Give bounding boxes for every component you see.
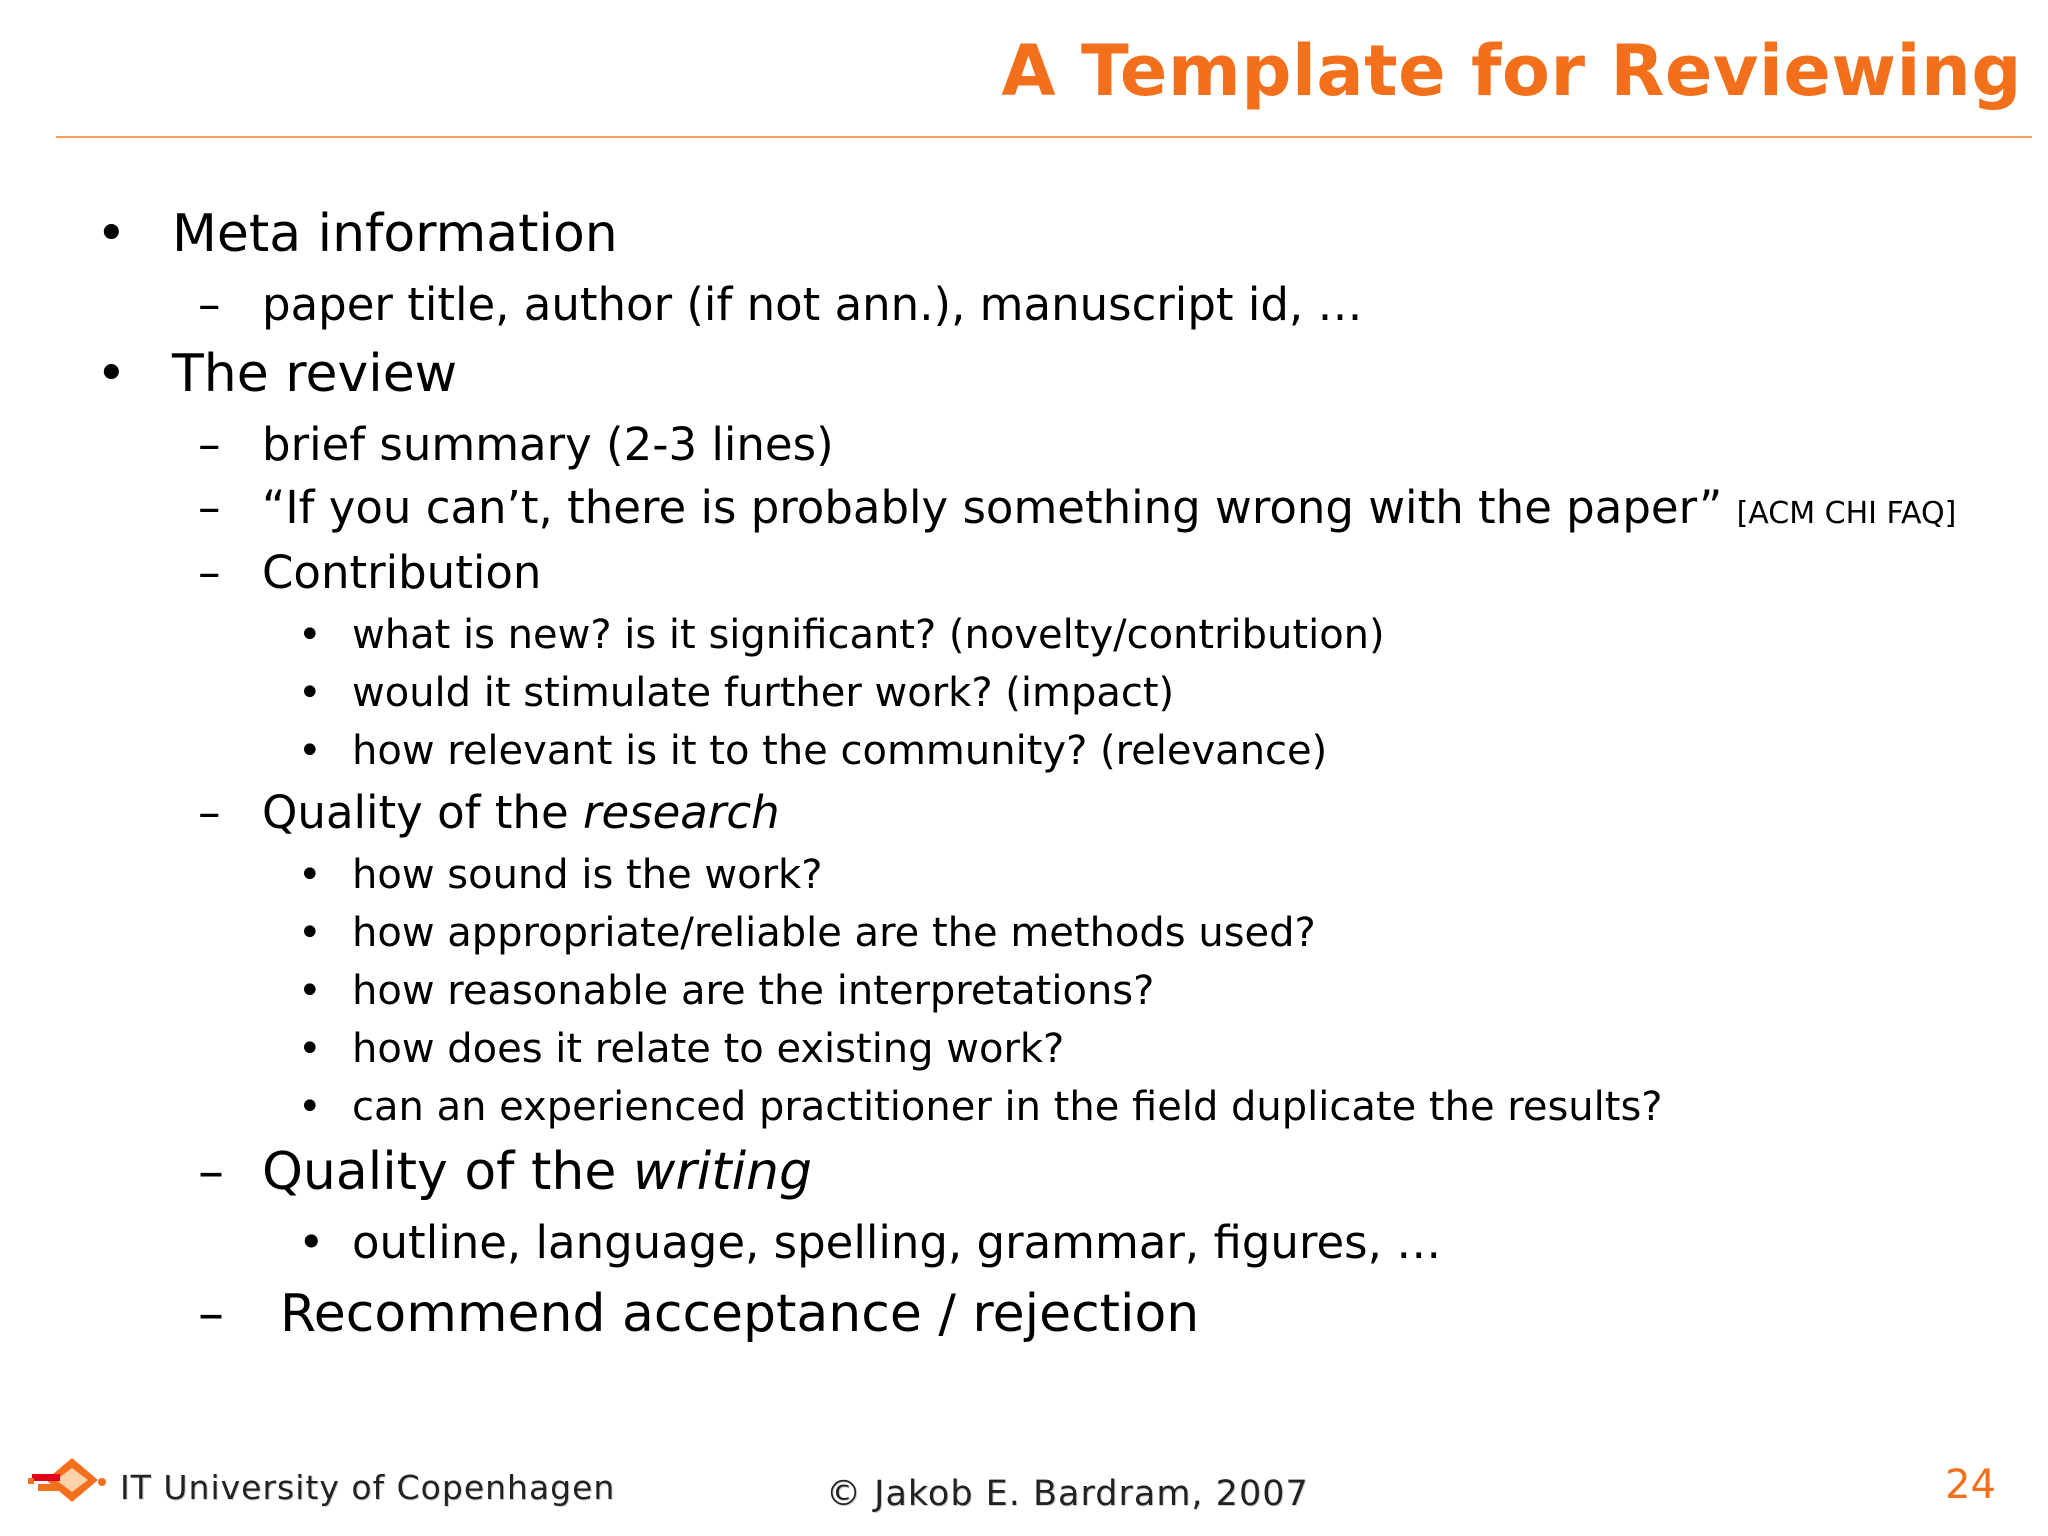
review-summary: brief summary (2-3 lines) <box>262 418 834 471</box>
contribution-heading: Contribution <box>262 546 542 599</box>
writing-heading-emphasis: writing <box>632 1142 813 1202</box>
research-item: how reasonable are the interpretations? <box>352 968 1155 1014</box>
slide-title: A Template for Reviewing <box>1001 30 2022 112</box>
research-heading-prefix: Quality of the <box>262 786 583 839</box>
dash-icon: – <box>198 786 221 839</box>
bullet-icon: • <box>96 204 127 264</box>
dash-icon: – <box>198 1142 224 1202</box>
writing-heading-prefix: Quality of the <box>262 1142 633 1202</box>
bullet-icon: • <box>298 728 322 774</box>
bullet-icon: • <box>298 1084 322 1130</box>
contribution-item: would it stimulate further work? (impact) <box>352 670 1175 716</box>
research-item: can an experienced practitioner in the field duplicate the results? <box>352 1084 1663 1130</box>
writing-heading <box>262 1142 812 1202</box>
bullet-icon: • <box>298 852 322 898</box>
copyright: © Jakob E. Bardram, 2007 <box>826 1474 1309 1514</box>
bullet-icon: • <box>298 670 322 716</box>
review-quote-line <box>262 481 1956 534</box>
bullet-icon: • <box>298 1026 322 1072</box>
bullet-the-review: The review <box>172 344 458 404</box>
dash-icon: – <box>198 278 221 331</box>
writing-item: outline, language, spelling, grammar, figures, … <box>352 1216 1442 1269</box>
page-number: 24 <box>1945 1462 1996 1508</box>
research-heading <box>262 786 780 839</box>
research-heading-emphasis: research <box>582 786 780 839</box>
research-item: how does it relate to existing work? <box>352 1026 1065 1072</box>
dash-icon: – <box>198 418 221 471</box>
institution-name: IT University of Copenhagen <box>120 1468 616 1507</box>
bullet-icon: • <box>298 910 322 956</box>
dash-icon: – <box>198 546 221 599</box>
research-item: how sound is the work? <box>352 852 823 898</box>
review-quote: “If you can’t, there is probably something wrong with the paper” <box>262 481 1723 534</box>
bullet-meta-information: Meta information <box>172 204 618 264</box>
meta-detail: paper title, author (if not ann.), manuscript id, … <box>262 278 1363 331</box>
bullet-icon: • <box>96 344 127 404</box>
title-divider <box>56 136 2032 138</box>
bullet-icon: • <box>298 1216 325 1269</box>
itu-logo-icon <box>26 1452 110 1520</box>
contribution-item: how relevant is it to the community? (relevance) <box>352 728 1328 774</box>
contribution-item: what is new? is it significant? (novelty/contribution) <box>352 612 1385 658</box>
dash-icon: – <box>198 481 221 534</box>
bullet-icon: • <box>298 968 322 1014</box>
research-item: how appropriate/reliable are the methods used? <box>352 910 1316 956</box>
bullet-icon: • <box>298 612 322 658</box>
dash-icon: – <box>198 1284 224 1344</box>
quote-source: [ACM CHI FAQ] <box>1736 496 1957 531</box>
recommendation: Recommend acceptance / rejection <box>280 1284 1200 1344</box>
